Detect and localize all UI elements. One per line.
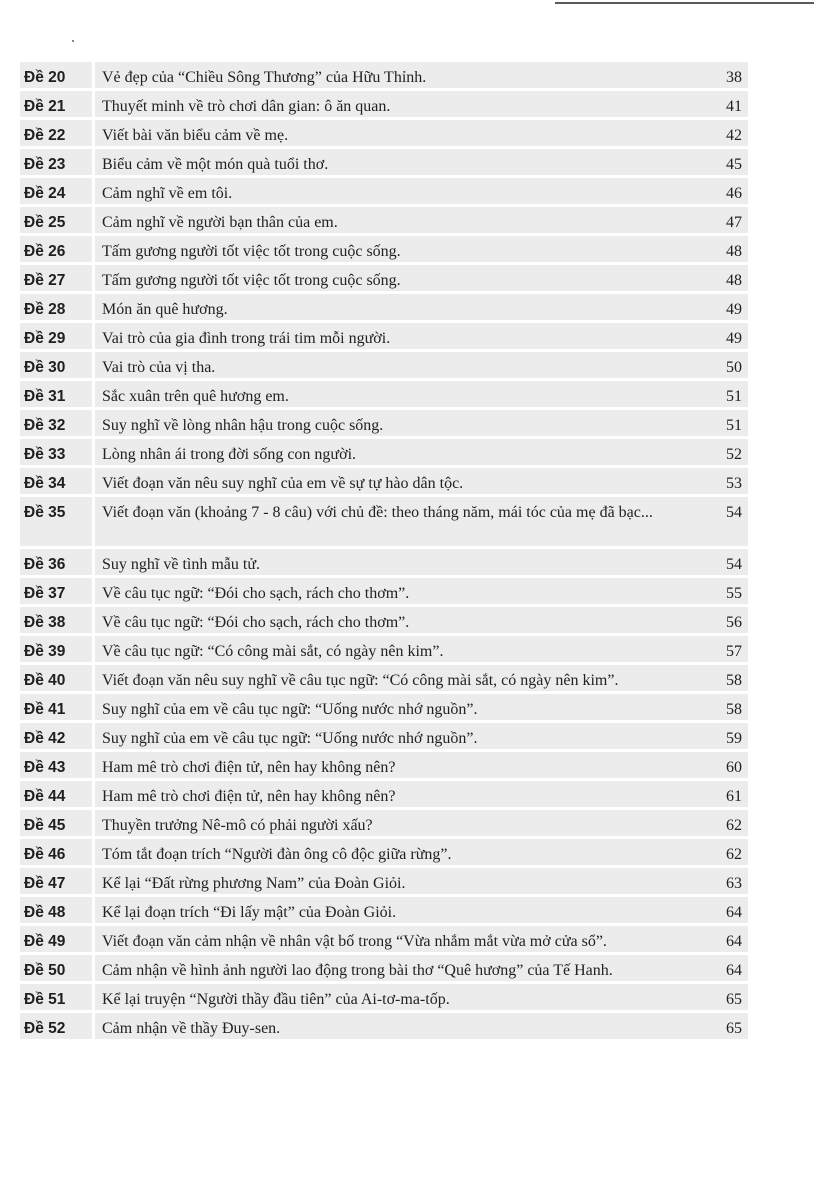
toc-row (20, 381, 748, 410)
toc-row (20, 468, 748, 497)
toc-entry-page: 62 (708, 839, 748, 868)
toc-row (20, 810, 748, 839)
toc-entry-page: 48 (708, 265, 748, 294)
toc-entry-number: Đề 32 (20, 410, 95, 439)
toc-entry-number: Đề 31 (20, 381, 95, 410)
toc-entry-page: 64 (708, 897, 748, 926)
toc-row (20, 294, 748, 323)
toc-entry-number: Đề 26 (20, 236, 95, 265)
toc-entry-number: Đề 33 (20, 439, 95, 468)
toc-entry-page: 50 (708, 352, 748, 381)
toc-entry-title: Về câu tục ngữ: “Đói cho sạch, rách cho thơm”. (95, 607, 708, 636)
toc-entry-page: 51 (708, 410, 748, 439)
toc-entry-number: Đề 43 (20, 752, 95, 781)
toc-entry-title: Cảm nhận về thầy Đuy-sen. (95, 1013, 708, 1042)
toc-entry-page: 64 (708, 955, 748, 984)
toc-entry-title: Kể lại đoạn trích “Đi lấy mật” của Đoàn Giỏi. (95, 897, 708, 926)
toc-entry-page: 46 (708, 178, 748, 207)
toc-entry-page: 53 (708, 468, 748, 497)
toc-entry-number: Đề 27 (20, 265, 95, 294)
toc-entry-page: 47 (708, 207, 748, 236)
toc-entry-title: Biểu cảm về một món quà tuổi thơ. (95, 149, 708, 178)
toc-entry-page: 65 (708, 1013, 748, 1042)
toc-entry-number: Đề 49 (20, 926, 95, 955)
toc-row (20, 91, 748, 120)
toc-row (20, 636, 748, 665)
toc-entry-title: Suy nghĩ của em về câu tục ngữ: “Uống nước nhớ nguồn”. (95, 723, 708, 752)
toc-entry-title: Kể lại truyện “Người thầy đầu tiên” của Ai-tơ-ma-tốp. (95, 984, 708, 1013)
toc-entry-number: Đề 35 (20, 497, 95, 549)
toc-row (20, 62, 748, 91)
toc-entry-title: Về câu tục ngữ: “Có công mài sắt, có ngày nên kim”. (95, 636, 708, 665)
toc-entry-title: Ham mê trò chơi điện tử, nên hay không nên? (95, 781, 708, 810)
toc-row (20, 323, 748, 352)
toc-entry-number: Đề 50 (20, 955, 95, 984)
toc-entry-title: Vai trò của vị tha. (95, 352, 708, 381)
toc-entry-title: Viết đoạn văn nêu suy nghĩ của em về sự tự hào dân tộc. (95, 468, 708, 497)
toc-entry-title: Sắc xuân trên quê hương em. (95, 381, 708, 410)
toc-entry-title: Cảm nghĩ về người bạn thân của em. (95, 207, 708, 236)
toc-entry-page: 54 (708, 497, 748, 549)
toc-entry-page: 65 (708, 984, 748, 1013)
toc-entry-number: Đề 22 (20, 120, 95, 149)
toc-row (20, 1013, 748, 1042)
toc-entry-number: Đề 42 (20, 723, 95, 752)
toc-row (20, 149, 748, 178)
toc-entry-page: 64 (708, 926, 748, 955)
toc-row (20, 236, 748, 265)
toc-entry-number: Đề 20 (20, 62, 95, 91)
toc-row (20, 665, 748, 694)
toc-entry-number: Đề 45 (20, 810, 95, 839)
toc-row (20, 410, 748, 439)
toc-entry-number: Đề 44 (20, 781, 95, 810)
toc-entry-title: Tóm tắt đoạn trích “Người đàn ông cô độc giữa rừng”. (95, 839, 708, 868)
toc-entry-page: 58 (708, 665, 748, 694)
toc-row (20, 926, 748, 955)
toc-entry-number: Đề 36 (20, 549, 95, 578)
toc-entry-title: Vẻ đẹp của “Chiều Sông Thương” của Hữu Thỉnh. (95, 62, 708, 91)
toc-entry-number: Đề 29 (20, 323, 95, 352)
toc-entry-number: Đề 51 (20, 984, 95, 1013)
toc-entry-title: Cảm nghĩ về em tôi. (95, 178, 708, 207)
toc-entry-title: Vai trò của gia đình trong trái tim mỗi người. (95, 323, 708, 352)
toc-entry-title: Về câu tục ngữ: “Đói cho sạch, rách cho thơm”. (95, 578, 708, 607)
toc-row (20, 955, 748, 984)
toc-entry-page: 62 (708, 810, 748, 839)
toc-entry-title: Lòng nhân ái trong đời sống con người. (95, 439, 708, 468)
toc-entry-title: Ham mê trò chơi điện tử, nên hay không nên? (95, 752, 708, 781)
toc-row (20, 839, 748, 868)
toc-entry-title: Viết bài văn biểu cảm về mẹ. (95, 120, 708, 149)
toc-entry-page: 59 (708, 723, 748, 752)
toc-entry-page: 42 (708, 120, 748, 149)
toc-row (20, 439, 748, 468)
toc-entry-number: Đề 39 (20, 636, 95, 665)
toc-entry-page: 45 (708, 149, 748, 178)
toc-entry-title: Viết đoạn văn cảm nhận về nhân vật bố trong “Vừa nhắm mắt vừa mở cửa sổ”. (95, 926, 708, 955)
toc-row (20, 723, 748, 752)
toc-entry-number: Đề 28 (20, 294, 95, 323)
toc-entry-title: Suy nghĩ của em về câu tục ngữ: “Uống nước nhớ nguồn”. (95, 694, 708, 723)
toc-entry-page: 60 (708, 752, 748, 781)
toc-entry-number: Đề 23 (20, 149, 95, 178)
toc-entry-page: 41 (708, 91, 748, 120)
toc-body (20, 62, 748, 1042)
toc-row (20, 265, 748, 294)
toc-entry-title: Món ăn quê hương. (95, 294, 708, 323)
toc-entry-page: 51 (708, 381, 748, 410)
toc-row (20, 207, 748, 236)
toc-entry-number: Đề 41 (20, 694, 95, 723)
toc-entry-number: Đề 52 (20, 1013, 95, 1042)
toc-entry-title: Tấm gương người tốt việc tốt trong cuộc sống. (95, 265, 708, 294)
toc-entry-number: Đề 34 (20, 468, 95, 497)
toc-entry-page: 55 (708, 578, 748, 607)
toc-entry-page: 38 (708, 62, 748, 91)
toc-entry-number: Đề 37 (20, 578, 95, 607)
toc-row (20, 984, 748, 1013)
toc-entry-page: 56 (708, 607, 748, 636)
toc-entry-title: Thuyền trưởng Nê-mô có phải người xấu? (95, 810, 708, 839)
toc-entry-number: Đề 48 (20, 897, 95, 926)
toc-row (20, 352, 748, 381)
toc-entry-page: 54 (708, 549, 748, 578)
toc-row (20, 868, 748, 897)
toc-entry-page: 58 (708, 694, 748, 723)
toc-entry-page: 61 (708, 781, 748, 810)
toc-entry-title: Thuyết minh về trò chơi dân gian: ô ăn quan. (95, 91, 708, 120)
toc-row (20, 694, 748, 723)
toc-entry-number: Đề 47 (20, 868, 95, 897)
toc-row (20, 120, 748, 149)
toc-row (20, 497, 748, 549)
toc-entry-number: Đề 21 (20, 91, 95, 120)
toc-row (20, 178, 748, 207)
toc-entry-page: 49 (708, 323, 748, 352)
toc-row (20, 578, 748, 607)
toc-row (20, 781, 748, 810)
toc-entry-page: 57 (708, 636, 748, 665)
toc-entry-page: 52 (708, 439, 748, 468)
toc-entry-page: 63 (708, 868, 748, 897)
toc-entry-page: 49 (708, 294, 748, 323)
toc-row (20, 549, 748, 578)
scan-mark (72, 40, 74, 42)
toc-entry-number: Đề 30 (20, 352, 95, 381)
toc-row (20, 607, 748, 636)
table-of-contents (20, 62, 748, 1042)
toc-entry-title: Cảm nhận về hình ảnh người lao động trong bài thơ “Quê hương” của Tế Hanh. (95, 955, 708, 984)
toc-entry-number: Đề 38 (20, 607, 95, 636)
toc-entry-number: Đề 25 (20, 207, 95, 236)
toc-entry-number: Đề 24 (20, 178, 95, 207)
toc-entry-title: Viết đoạn văn nêu suy nghĩ về câu tục ngữ: “Có công mài sắt, có ngày nên kim”. (95, 665, 708, 694)
toc-entry-title: Viết đoạn văn (khoảng 7 - 8 câu) với chủ đề: theo tháng năm, mái tóc của mẹ đã bạc... (95, 497, 708, 549)
toc-entry-page: 48 (708, 236, 748, 265)
toc-row (20, 897, 748, 926)
toc-row (20, 752, 748, 781)
toc-entry-number: Đề 46 (20, 839, 95, 868)
toc-entry-title: Suy nghĩ về lòng nhân hậu trong cuộc sống. (95, 410, 708, 439)
top-rule (555, 2, 814, 4)
toc-entry-title: Kể lại “Đất rừng phương Nam” của Đoàn Giỏi. (95, 868, 708, 897)
toc-entry-title: Tấm gương người tốt việc tốt trong cuộc sống. (95, 236, 708, 265)
toc-entry-number: Đề 40 (20, 665, 95, 694)
toc-entry-title: Suy nghĩ về tình mẫu tử. (95, 549, 708, 578)
